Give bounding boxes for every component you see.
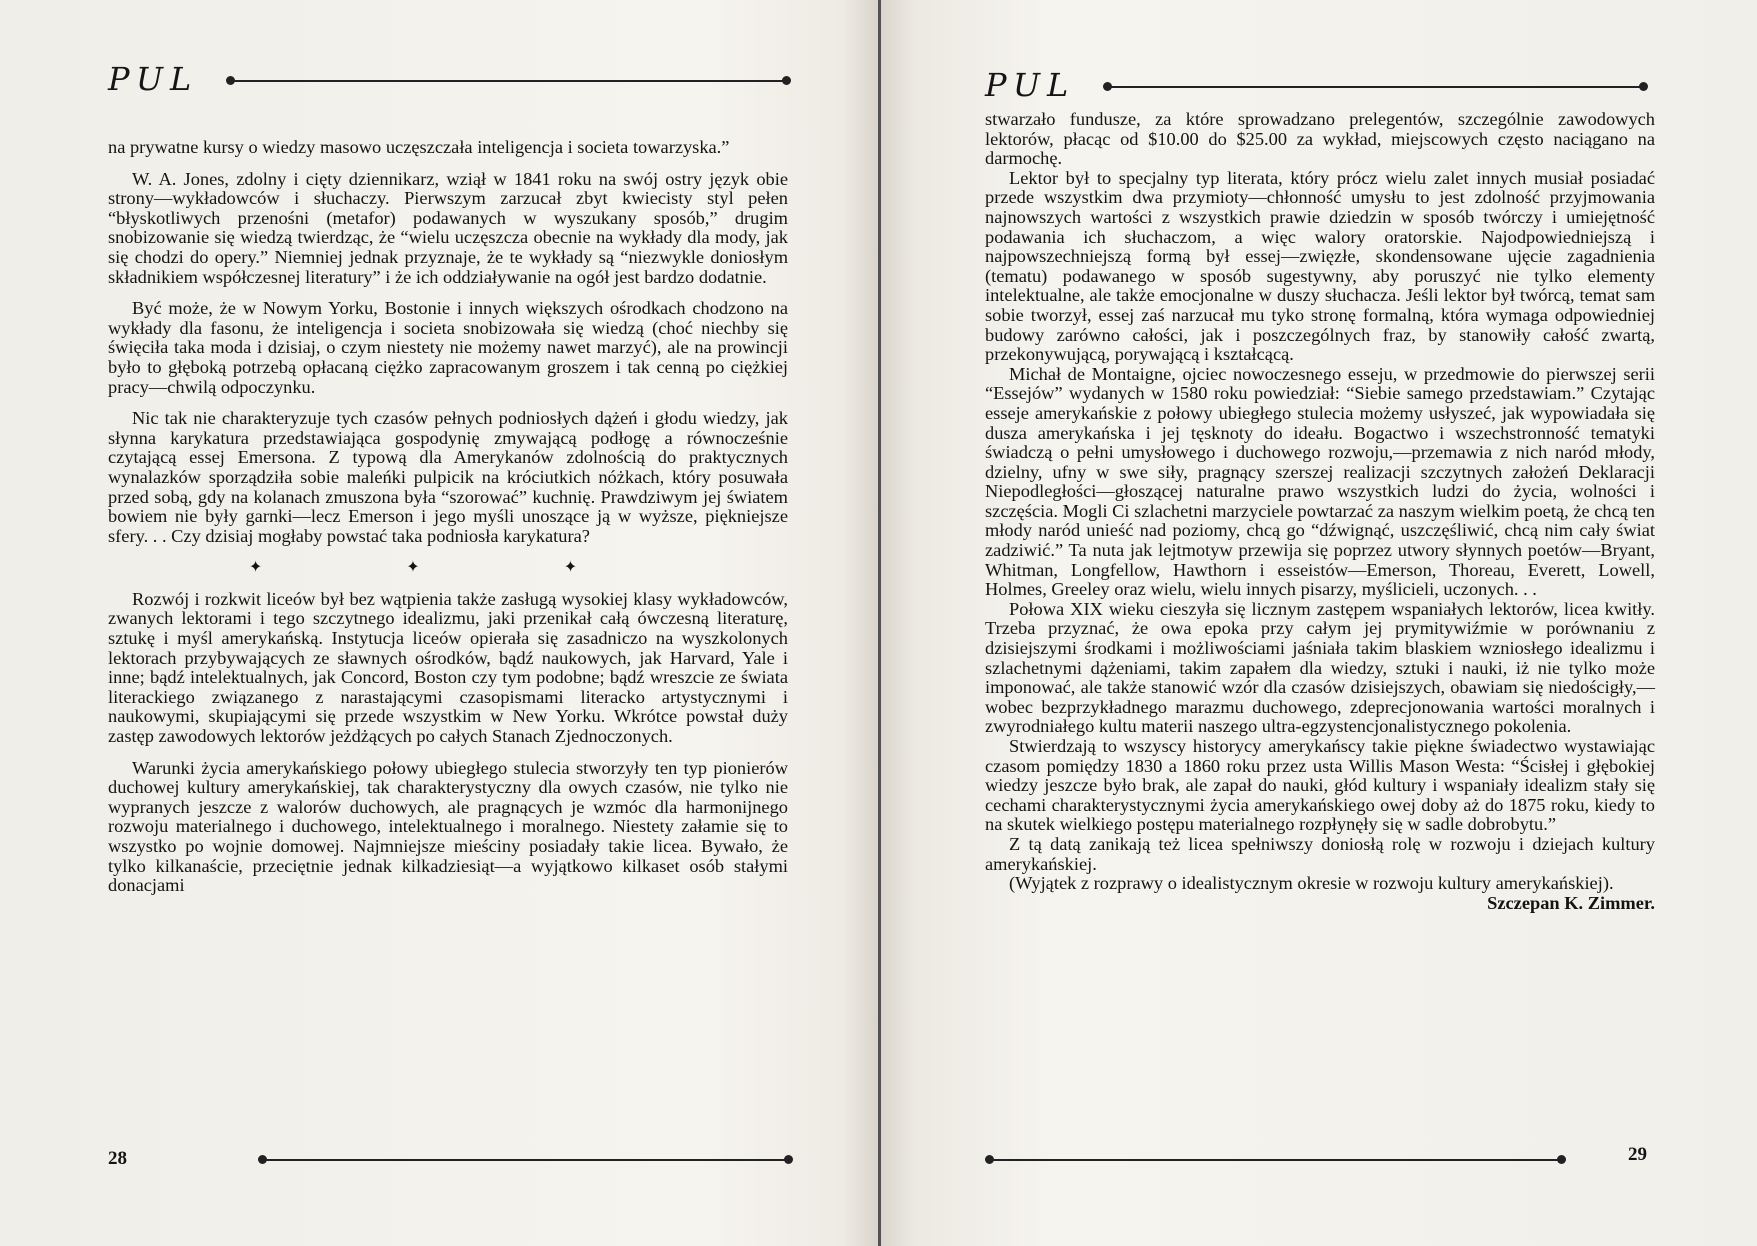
paragraph: na prywatne kursy o wiedzy masowo uczęszczała inteligencja i societa towarzyska.” xyxy=(108,137,730,157)
page-number: 28 xyxy=(108,1148,127,1169)
header-bullet xyxy=(1639,82,1648,91)
paragraph: Michał de Montaigne, ojciec nowoczesnego esseju, w przedmowie do pierwszej serii “Essejów” wydanych w 1580 roku powiedział: “Siebie samego przedstawiam.” Czytając esseje amerykańskie z połowy ubiegłego stulecia możemy usłyszeć, jak wypowiadała się dusza amerykańska i jej tęsknoty do ideału. Bogactwo i wszechstronność tematyki świadczą o pełni umysłowego i duchowego rozwoju,—przemawia z nich naród młody, dzielny, ufny w swe siły, pragnący szerszej realizacji szczytnych założeń Deklaracji Niepodległości—głoszącej naturalne prawo wszystkich ludzi do życia, wolności i szczęścia. Mogli Ci szlachetni marzyciele powtarzać za naszym wielkim poetą, że chcą ten młody naród unieść nad poziomy, chcą go “dźwignąć, uszczęśliwić, chcą nim cały świat zadziwić.” Ta nuta jak lejtmotyw przewija się poprzez utwory słynnych poetów—Bryant, Whitman, Longfellow, Hawthorn i esseistów—Emerson, Thoreau, Everett, Lowell, Holmes, Greeley oraz wielu, wielu innych pisarzy, myślicieli, uczonych. . . xyxy=(985,363,1655,600)
paragraph: Rozwój i rozkwit liceów był bez wątpienia także zasługą wysokiej klasy wykładowców, zwanych lektorami i tego szczytnego idealizmu, jaki przenikał całą ówczesną literaturę, sztukę i myśl amerykańską. Instytucja liceów opierała się zasadniczo na wyszkolonych lektorach przybywających ze sławnych ośrodków, bądź naukowych, jak Harvard, Yale i inne; bądź intelektualnych, jak Concord, Boston czy tym podobne; bądź wreszcie ze świata literackiego związanego z narastającymi czasopismami literacko artystycznymi i naukowymi, skupiającymi się przede wszystkim w New Yorku. Wkrótce powstał duży zastęp zawodowych lektorów jeżdżących po całych Stanach Zjednoczonych. xyxy=(108,588,788,747)
author-signature: Szczepan K. Zimmer. xyxy=(1487,892,1655,913)
header-rule xyxy=(1111,86,1641,88)
left-page-body xyxy=(108,138,788,896)
footer-bullet xyxy=(784,1155,793,1164)
paragraph: Stwierdzają to wszyscy historycy amerykańscy takie piękne świadectwo wystawiając czasom pomiędzy 1830 a 1860 roku przez usta Willis Mason Westa: “Ścisłej i głębokiej wiedzy jeszcze było brak, ale zapał do nauki, głód kultury i wspaniały idealizm stały się cechami charakterystycznymi życia amerykańskiego owej doby aż do 1875 roku, kiedy to na skutek wielkiego postępu materialnego rozpłynęły się w sadle dobrobytu.” xyxy=(985,736,1655,835)
paragraph: Z tą datą zanikają też licea spełniwszy doniosłą rolę w rozwoju i dziejach kultury amerykańskiej. xyxy=(985,833,1655,874)
pul-logo: PUL xyxy=(985,66,1076,104)
paragraph: Lektor był to specjalny typ literata, który prócz wielu zalet innych musiał posiadać przede wszystkim dwa przymioty—chłonność umysłu to jest zdolność przyjmowania najnowszych wartości z wszystkich prawie dziedzin w sposób twórczy i umiejętność podawania ich słuchaczom, a więc walory oratorskie. Najodpowiedniejszą i najpowszechniejszą formą był essej—zwięzłe, skondensowane ujęcie zagadnienia (tematu) podawanego w sposób sugestywny, aby poruszyć nie tylko elementy intelektualne, ale także emocjonalne w duszy słuchacza. Jeśli lektor był twórcą, temat sam sobie tworzył, essej zaś narzucał mu tyko stronę formalną, która wymaga odpowiedniej budowy zarówno całości, jak i poszczególnych fraz, by stanowiły całość zwartą, przekonywującą, porywającą i kształcącą. xyxy=(985,167,1655,365)
paragraph: Połowa XIX wieku cieszyła się licznym zastępem wspaniałych lektorów, liceа kwitły. Trzeba przyznać, że owa epoka przy całym jej prymitywiźmie w porównaniu z dzisiejszymi środkami i możliwościami jaśniała takim blaskiem wzniosłego idealizmu i szlachetnymi dążeniami, takim zapałem dla wiedzy, sztuki i nauki, iż nie tylko może imponować, ale także stanowić wzór dla czasów dzisiejszych, obawiam się niedościgły,—wobec bezprzykładnego marazmu duchowego, zdeprecjonowania wartości moralnych i zwyrodniałego kultu materii naszego ultra-egzystencjonalistycznego pokolenia. xyxy=(985,598,1655,737)
paragraph: Być może, że w Nowym Yorku, Bostonie i innych większych ośrodkach chodzono na wykłady dla fasonu, że inteligencja i societa snobizowała się wiedzą (choć niechby się święciła taka moda i dzisiaj, o czym niestety nie możemy nawet marzyć), ale na prowincji było to głęboką potrzebą opłacaną ciężko zapracowanym groszem i tak cenną po ciężkiej pracy—chwilą odpoczynku. xyxy=(108,298,788,397)
section-separator: ✦ ✦ ✦ xyxy=(248,559,648,577)
header-bullet xyxy=(782,76,791,85)
book-gutter xyxy=(878,0,881,1246)
left-page-header xyxy=(108,60,788,100)
right-page xyxy=(985,0,1655,1246)
header-rule xyxy=(234,80,784,82)
right-page-footer xyxy=(985,1144,1655,1172)
paragraph: (Wyjątek z rozprawy o idealistycznym okresie w rozwoju kultury amerykańskiej). xyxy=(1009,873,1614,894)
footer-bullet xyxy=(1557,1155,1566,1164)
right-page-header xyxy=(985,66,1655,106)
page-number: 29 xyxy=(1628,1144,1647,1165)
paragraph: stwarzało fundusze, za które sprowadzano prelegentów, szczególnie zawodowych lektorów, płacąc od $10.00 do $25.00 za wykład, miejscowych często naciągano na darmochę. xyxy=(985,109,1655,169)
left-page-footer xyxy=(108,1148,788,1172)
paragraph: Nic tak nie charakteryzuje tych czasów pełnych podniosłych dążeń i głodu wiedzy, jak słynna karykatura przedstawiająca gospodynię zmywającą podłogę a równocześnie czytającą essej Emersona. Z typową dla Amerykanów zdolnością do praktycznych wynalazków sporządziła sobie maleńki pulpicik na króciutkich nóżkach, który posuwała przed sobą, gdy na kolanach zmuszona była “szorować” kuchnię. Prawdziwym jej światem bowiem nie były garnki—lecz Emerson i jego myśli unoszące ją w wyższe, piękniejsze sfery. . . Czy dzisiaj mogłaby powstać taka podniosła karykatura? xyxy=(108,408,788,546)
paragraph: Warunki życia amerykańskiego połowy ubiegłego stulecia stworzyły ten typ pionierów duchowej kultury amerykańskiej, tak charakterystyczny dla owych czasów, nie tylko nie wypranych jeszcze z walorów duchowych, ale pragnących je wzmóc dla harmonijnego rozwoju materialnego i duchowego, intelektualnego i moralnego. Niestety załamie się to wszystko po wojnie domowej. Najmniejsze mieściny posiadały takie licea. Bywało, że tylko kilkanaście, przeciętnie jednak kilkadziesiąt—a wyjątkowo kilkaset osób stałymi donacjami xyxy=(108,757,788,896)
footer-rule xyxy=(266,1159,786,1161)
footer-rule xyxy=(993,1159,1559,1161)
paragraph: W. A. Jones, zdolny i cięty dziennikarz, wziął w 1841 roku na swój ostry język obie strony—wykładowców i słuchaczy. Pierwszym zarzucał zbyt kwiecisty styl pełen “błyskotliwych przenośni (metafor) podawanych w wyszukany sposób,” drugim snobizowanie się wiedzą twierdząc, że “wielu uczęszcza obecnie na wykłady dla mody, jak się chodzi do opery.” Niemniej jednak przyznaje, że te wykłady są “niezwykle doniosłym składnikiem współczesnej literatury” i że ich oddziaływanie na ogół jest bardzo dodatnie. xyxy=(108,168,788,287)
pul-logo: PUL xyxy=(108,60,199,98)
left-page xyxy=(108,0,788,1246)
right-page-body xyxy=(985,110,1655,913)
